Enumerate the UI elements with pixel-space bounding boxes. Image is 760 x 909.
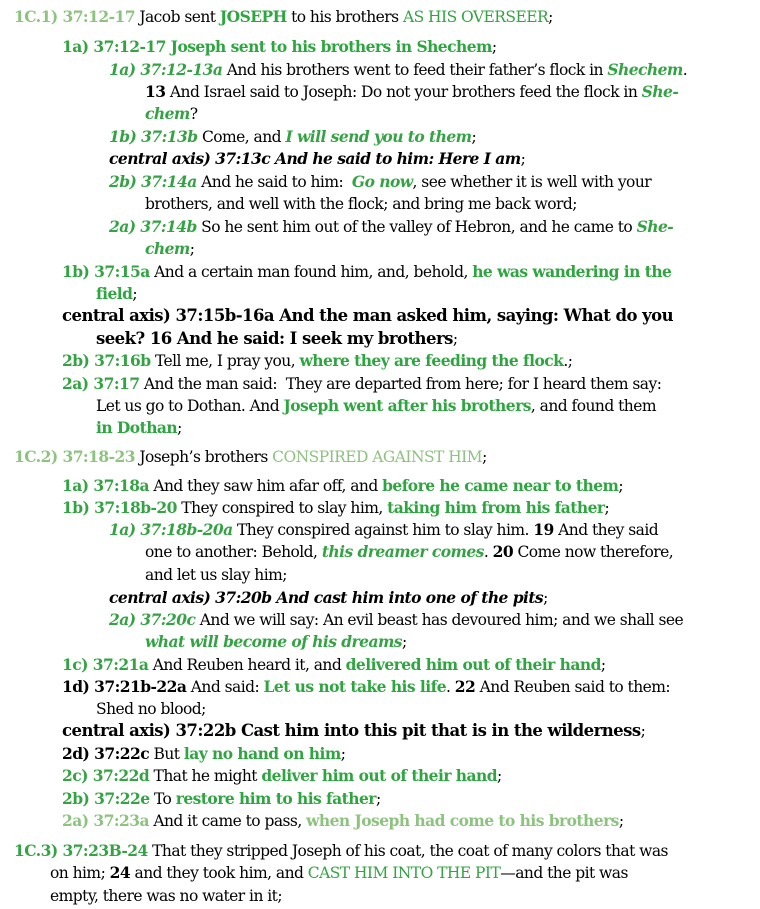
line-segment: Let us go to Dothan. And bbox=[96, 397, 284, 415]
line-segment: deliver him out of their hand bbox=[261, 766, 497, 785]
line-segment: , and found them bbox=[530, 397, 656, 415]
line-segment: 2b) 37:22e bbox=[62, 789, 150, 808]
line-segment: And he said to him: bbox=[196, 173, 352, 191]
line-segment: Tell me, I pray you, bbox=[150, 352, 300, 370]
line-segment: restore him to his father bbox=[175, 789, 376, 808]
line-segment: and they took him, and bbox=[130, 864, 308, 882]
line-segment: To bbox=[149, 790, 176, 808]
line-segment: And his brothers went to feed their father’s flock in bbox=[222, 61, 608, 79]
outline-line bbox=[96, 328, 458, 350]
line-segment: But bbox=[149, 745, 184, 763]
line-segment: ; bbox=[618, 812, 624, 830]
outline-line bbox=[50, 862, 628, 884]
outline-line bbox=[109, 59, 687, 81]
line-segment: 1d) 37:21b-22a bbox=[62, 677, 187, 696]
line-segment: central axis) 37:22b Cast him into this pit that is in the wilderness bbox=[62, 721, 641, 740]
line-segment: She- bbox=[636, 217, 674, 236]
line-segment: ; bbox=[401, 633, 407, 651]
line-segment: what will become of his dreams bbox=[145, 632, 402, 651]
line-segment: And they said bbox=[553, 521, 659, 539]
line-segment: 2a) 37:20c bbox=[109, 610, 196, 629]
line-segment: one to another: Behold, bbox=[145, 543, 322, 561]
outline-line bbox=[62, 788, 381, 810]
line-segment: 1a) 37:18a bbox=[62, 476, 149, 495]
outline-line bbox=[62, 720, 645, 742]
line-segment: And Reuben said to them: bbox=[475, 678, 671, 696]
line-segment: ; bbox=[189, 240, 195, 258]
line-segment: ; bbox=[604, 499, 610, 517]
line-segment: ; bbox=[491, 38, 497, 56]
line-segment: Let us not take his life bbox=[263, 677, 447, 696]
line-segment: ; bbox=[618, 477, 624, 495]
line-segment: 19 bbox=[533, 520, 554, 539]
outline-line bbox=[62, 497, 609, 519]
line-segment: ; bbox=[132, 285, 138, 303]
outline-line bbox=[62, 305, 673, 327]
outline-line bbox=[145, 103, 198, 125]
line-segment: this dreamer comes bbox=[321, 542, 484, 561]
line-segment: central axis) 37:15b-16a And the man asked him, saying: What do you bbox=[62, 306, 674, 325]
line-segment: 1b) 37:13b bbox=[109, 127, 198, 146]
line-segment: chem bbox=[145, 104, 190, 123]
line-segment: That they stripped Joseph of his coat, the coat of many colors that was bbox=[147, 842, 668, 860]
line-segment: And they saw him afar off, and bbox=[148, 477, 383, 495]
line-segment: ; bbox=[452, 330, 458, 348]
line-segment: That he might bbox=[149, 767, 262, 785]
outline-line bbox=[109, 609, 683, 631]
line-segment: —and the pit was bbox=[500, 864, 628, 882]
line-segment: 2d) 37:22c bbox=[62, 744, 150, 763]
line-segment: central axis) 37:13c And he said to him: Here I am bbox=[109, 149, 521, 168]
line-segment: Shed no blood; bbox=[96, 700, 206, 718]
outline-line bbox=[62, 654, 606, 676]
outline-line bbox=[62, 676, 670, 698]
outline-line bbox=[145, 81, 678, 103]
line-segment: empty, there was no water in it; bbox=[50, 887, 283, 905]
outline-line bbox=[109, 587, 548, 609]
line-segment: JOSEPH bbox=[219, 7, 287, 26]
line-segment: brothers, and well with the flock; and bring me back word; bbox=[145, 195, 577, 213]
outline-line bbox=[145, 541, 673, 563]
line-segment: 2a) 37:23a bbox=[62, 811, 149, 830]
line-segment: 1b) 37:18b-20 bbox=[62, 498, 177, 517]
line-segment: Joseph went after his brothers bbox=[283, 396, 531, 415]
outline-line bbox=[145, 193, 577, 215]
line-segment: 2b) 37:16b bbox=[62, 351, 151, 370]
line-segment: And the man said: They are departed from here; for I heard them say: bbox=[139, 375, 662, 393]
line-segment: delivered him out of their hand bbox=[345, 655, 601, 674]
outline-line bbox=[96, 698, 206, 720]
line-segment: he was wandering in the bbox=[472, 262, 672, 281]
outline-line bbox=[62, 350, 572, 372]
line-segment: And a certain man found him, and, behold, bbox=[149, 263, 473, 281]
outline-line bbox=[145, 238, 194, 260]
line-segment: 1a) 37:18b-20a bbox=[109, 520, 233, 539]
outline-line bbox=[50, 885, 282, 907]
line-segment: She- bbox=[641, 82, 679, 101]
line-segment: 1C.2) 37:18-23 bbox=[14, 447, 135, 466]
line-segment: So he sent him out of the valley of Hebron, and he came to bbox=[196, 218, 637, 236]
line-segment: where they are feeding the flock bbox=[299, 351, 564, 370]
line-segment: ; bbox=[497, 767, 502, 785]
line-segment: ; bbox=[375, 790, 381, 808]
line-segment: 2a) 37:14b bbox=[109, 217, 197, 236]
line-segment: And it came to pass, bbox=[148, 812, 307, 830]
outline-line bbox=[145, 631, 407, 653]
line-segment: . bbox=[682, 61, 688, 79]
outline-line bbox=[62, 475, 623, 497]
line-segment: Joseph’s brothers bbox=[134, 448, 273, 466]
line-segment: They conspired to slay him, bbox=[176, 499, 388, 517]
outline-line bbox=[14, 6, 553, 28]
line-segment: Shechem bbox=[607, 60, 683, 79]
outline-line bbox=[96, 417, 182, 439]
line-segment: Joseph sent to his brothers in Shechem bbox=[170, 37, 492, 56]
line-segment: on him; bbox=[50, 864, 110, 882]
line-segment: Go now bbox=[351, 172, 413, 191]
line-segment: to his brothers bbox=[286, 8, 403, 26]
line-segment: .; bbox=[563, 352, 573, 370]
line-segment: They conspired against him to slay him. bbox=[232, 521, 534, 539]
outline-line bbox=[62, 743, 345, 765]
outline-line bbox=[14, 840, 668, 862]
line-segment: in Dothan bbox=[96, 418, 178, 437]
line-segment: CAST HIM INTO THE PIT bbox=[307, 864, 501, 882]
line-segment: 2b) 37:14a bbox=[109, 172, 197, 191]
line-segment: seek? 16 And he said: I seek my brothers bbox=[96, 329, 453, 348]
line-segment: Come, and bbox=[197, 128, 286, 146]
outline-line bbox=[145, 564, 287, 586]
line-segment: 1c) 37:21a bbox=[62, 655, 149, 674]
line-segment: ; bbox=[177, 419, 182, 437]
line-segment: ; bbox=[548, 8, 553, 26]
line-segment: I will send you to them bbox=[285, 127, 472, 146]
line-segment: 1a) 37:12-17 bbox=[62, 37, 171, 56]
line-segment: 24 bbox=[109, 863, 131, 882]
line-segment: . bbox=[446, 678, 455, 696]
line-segment: , see whether it is well with your bbox=[412, 173, 652, 191]
line-segment: And Israel said to Joseph: Do not your brothers feed the flock in bbox=[165, 83, 642, 101]
outline-line bbox=[109, 519, 658, 541]
outline-line bbox=[62, 765, 502, 787]
line-segment: 22 bbox=[454, 677, 476, 696]
outline-line bbox=[109, 171, 651, 193]
outline-line bbox=[62, 810, 624, 832]
line-segment: And we will say: An evil beast has devoured him; and we shall see bbox=[195, 611, 684, 629]
outline-line bbox=[109, 148, 525, 170]
outline-line bbox=[62, 261, 671, 283]
line-segment: chem bbox=[145, 239, 190, 258]
line-segment: AS HIS OVERSEER bbox=[402, 8, 549, 26]
line-segment: before he came near to them bbox=[382, 476, 619, 495]
line-segment: and let us slay him; bbox=[145, 566, 287, 584]
line-segment: 2c) 37:22d bbox=[62, 766, 150, 785]
line-segment: when Joseph had come to his brothers bbox=[306, 811, 619, 830]
outline-line bbox=[14, 446, 487, 468]
line-segment: 1C.1) 37:12-17 bbox=[14, 7, 135, 26]
line-segment: Come now therefore, bbox=[513, 543, 674, 561]
line-segment: And said: bbox=[186, 678, 264, 696]
line-segment: 2a) 37:17 bbox=[62, 374, 140, 393]
outline-line bbox=[62, 36, 497, 58]
line-segment: . bbox=[483, 543, 493, 561]
line-segment: ; bbox=[482, 448, 487, 466]
line-segment: ; bbox=[471, 128, 477, 146]
line-segment: field bbox=[96, 284, 133, 303]
line-segment: ; bbox=[543, 589, 548, 607]
outline-line bbox=[62, 373, 661, 395]
line-segment: And Reuben heard it, and bbox=[148, 656, 346, 674]
outline-line bbox=[96, 283, 137, 305]
line-segment: ? bbox=[189, 105, 198, 123]
outline-line bbox=[96, 395, 656, 417]
line-segment: central axis) 37:20b And cast him into one of the pits bbox=[109, 588, 544, 607]
line-segment: ; bbox=[600, 656, 606, 674]
line-segment: taking him from his father bbox=[387, 498, 605, 517]
line-segment: 20 bbox=[492, 542, 514, 561]
line-segment: 13 bbox=[145, 82, 166, 101]
line-segment: CONSPIRED AGAINST HIM bbox=[272, 448, 483, 466]
line-segment: 1C.3) 37:23B-24 bbox=[14, 841, 148, 860]
outline-line bbox=[109, 126, 476, 148]
line-segment: 1b) 37:15a bbox=[62, 262, 150, 281]
line-segment: Jacob sent bbox=[134, 8, 220, 26]
line-segment: 1a) 37:12-13a bbox=[109, 60, 223, 79]
line-segment: ; bbox=[340, 745, 346, 763]
line-segment: ; bbox=[520, 150, 526, 168]
outline-line bbox=[109, 216, 673, 238]
line-segment: ; bbox=[640, 722, 646, 740]
line-segment: lay no hand on him bbox=[183, 744, 341, 763]
